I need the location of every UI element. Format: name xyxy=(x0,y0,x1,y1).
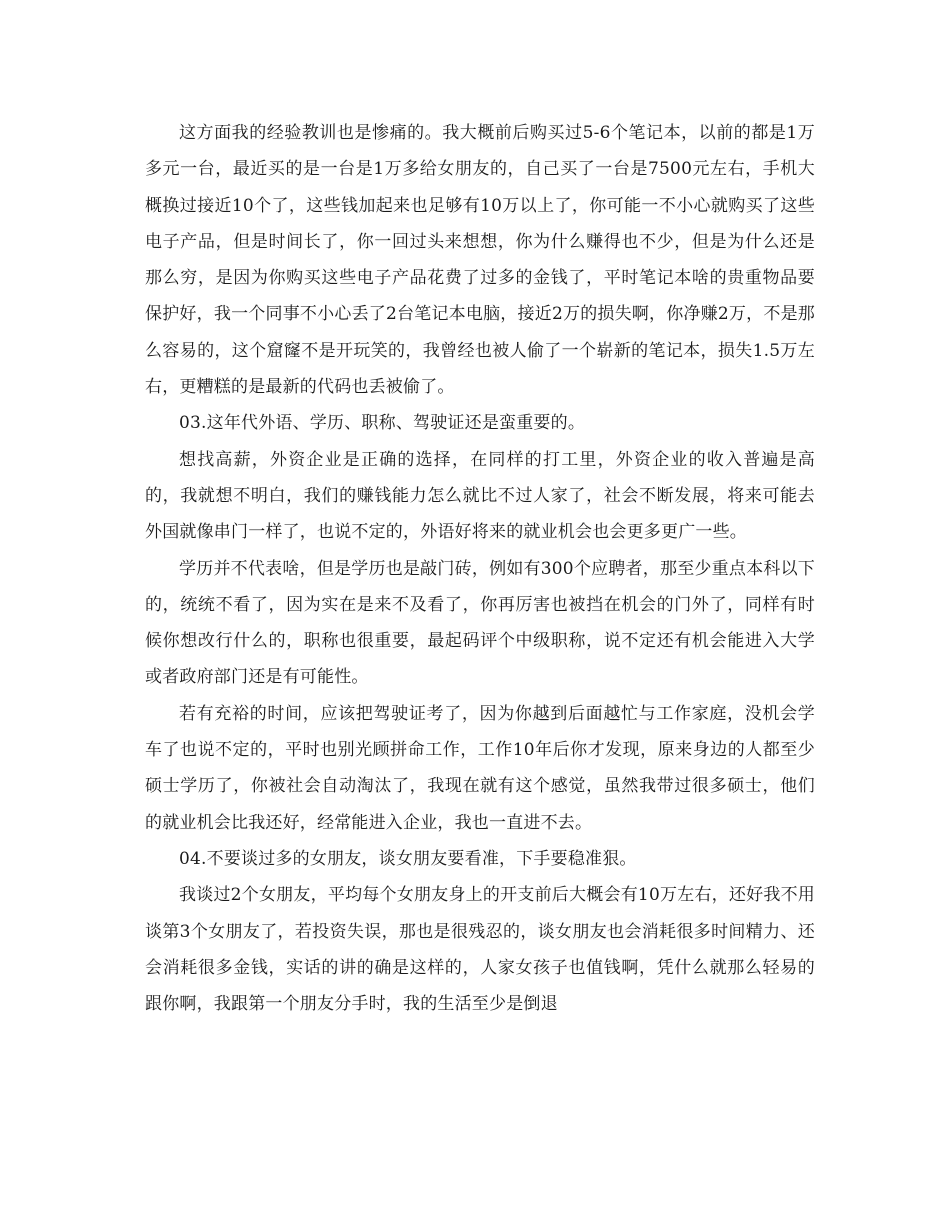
paragraph-driving-license: 若有充裕的时间，应该把驾驶证考了，因为你越到后面越忙与工作家庭，没机会学车了也说不定的，平时也别光顾拼命工作，工作10年后你才发现，原来身边的人都至少硕士学历了，你被社会自动淘汰了，我现在就有这个感觉，虽然我带过很多硕士，他们的就业机会比我还好，经常能进入企业，我也一直进不去。 xyxy=(145,703,815,833)
heading-04-girlfriends: 04.不要谈过多的女朋友，谈女朋友要看准，下手要稳准狠。 xyxy=(179,848,637,869)
paragraph-education: 学历并不代表啥，但是学历也是敲门砖，例如有300个应聘者，那至少重点本科以下的，统统不看了，因为实在是来不及看了，你再厉害也被挡在机会的门外了，同样有时候你想改行什么的，职称也很重要，最起码评个中级职称，说不定还有机会能进入大学或者政府部门还是有可能性。 xyxy=(145,558,815,688)
paragraph-foreign-language: 想找高薪，外资企业是正确的选择，在同样的打工里，外资企业的收入普遍是高的，我就想不明白，我们的赚钱能力怎么就比不过人家了，社会不断发展，将来可能去外国就像串门一样了，也说不定的，外语好将来的就业机会也会更多更广一些。 xyxy=(145,449,815,543)
paragraph-girlfriend-costs: 我谈过2个女朋友，平均每个女朋友身上的开支前后大概会有10万左右，还好我不用谈第3个女朋友了，若投资失误，那也是很残忍的，谈女朋友也会消耗很多时间精力、还会消耗很多金钱，实话的讲的确是这样的，人家女孩子也值钱啊，凭什么就那么轻易的跟你啊，我跟第一个朋友分手时，我的生活至少是倒退 xyxy=(145,885,815,1015)
heading-03-credentials: 03.这年代外语、学历、职称、驾驶证还是蛮重要的。 xyxy=(179,413,586,434)
document-body xyxy=(145,115,815,1022)
paragraph-electronics-lesson: 这方面我的经验教训也是惨痛的。我大概前后购买过5-6个笔记本，以前的都是1万多元一台，最近买的是一台是1万多给女朋友的，自己买了一台是7500元左右，手机大概换过接近10个了，这些钱加起来也足够有10万以上了，你可能一不小心就购买了这些电子产品，但是时间长了，你一回过头来想想，你为什么赚得也不少，但是为什么还是那么穷，是因为你购买这些电子产品花费了过多的金钱了，平时笔记本啥的贵重物品要保护好，我一个同事不小心丢了2台笔记本电脑，接近2万的损失啊，你净赚2万，不是那么容易的，这个窟窿不是开玩笑的，我曾经也被人偷了一个崭新的笔记本，损失1.5万左右，更糟糕的是最新的代码也丢被偷了。 xyxy=(145,123,815,398)
